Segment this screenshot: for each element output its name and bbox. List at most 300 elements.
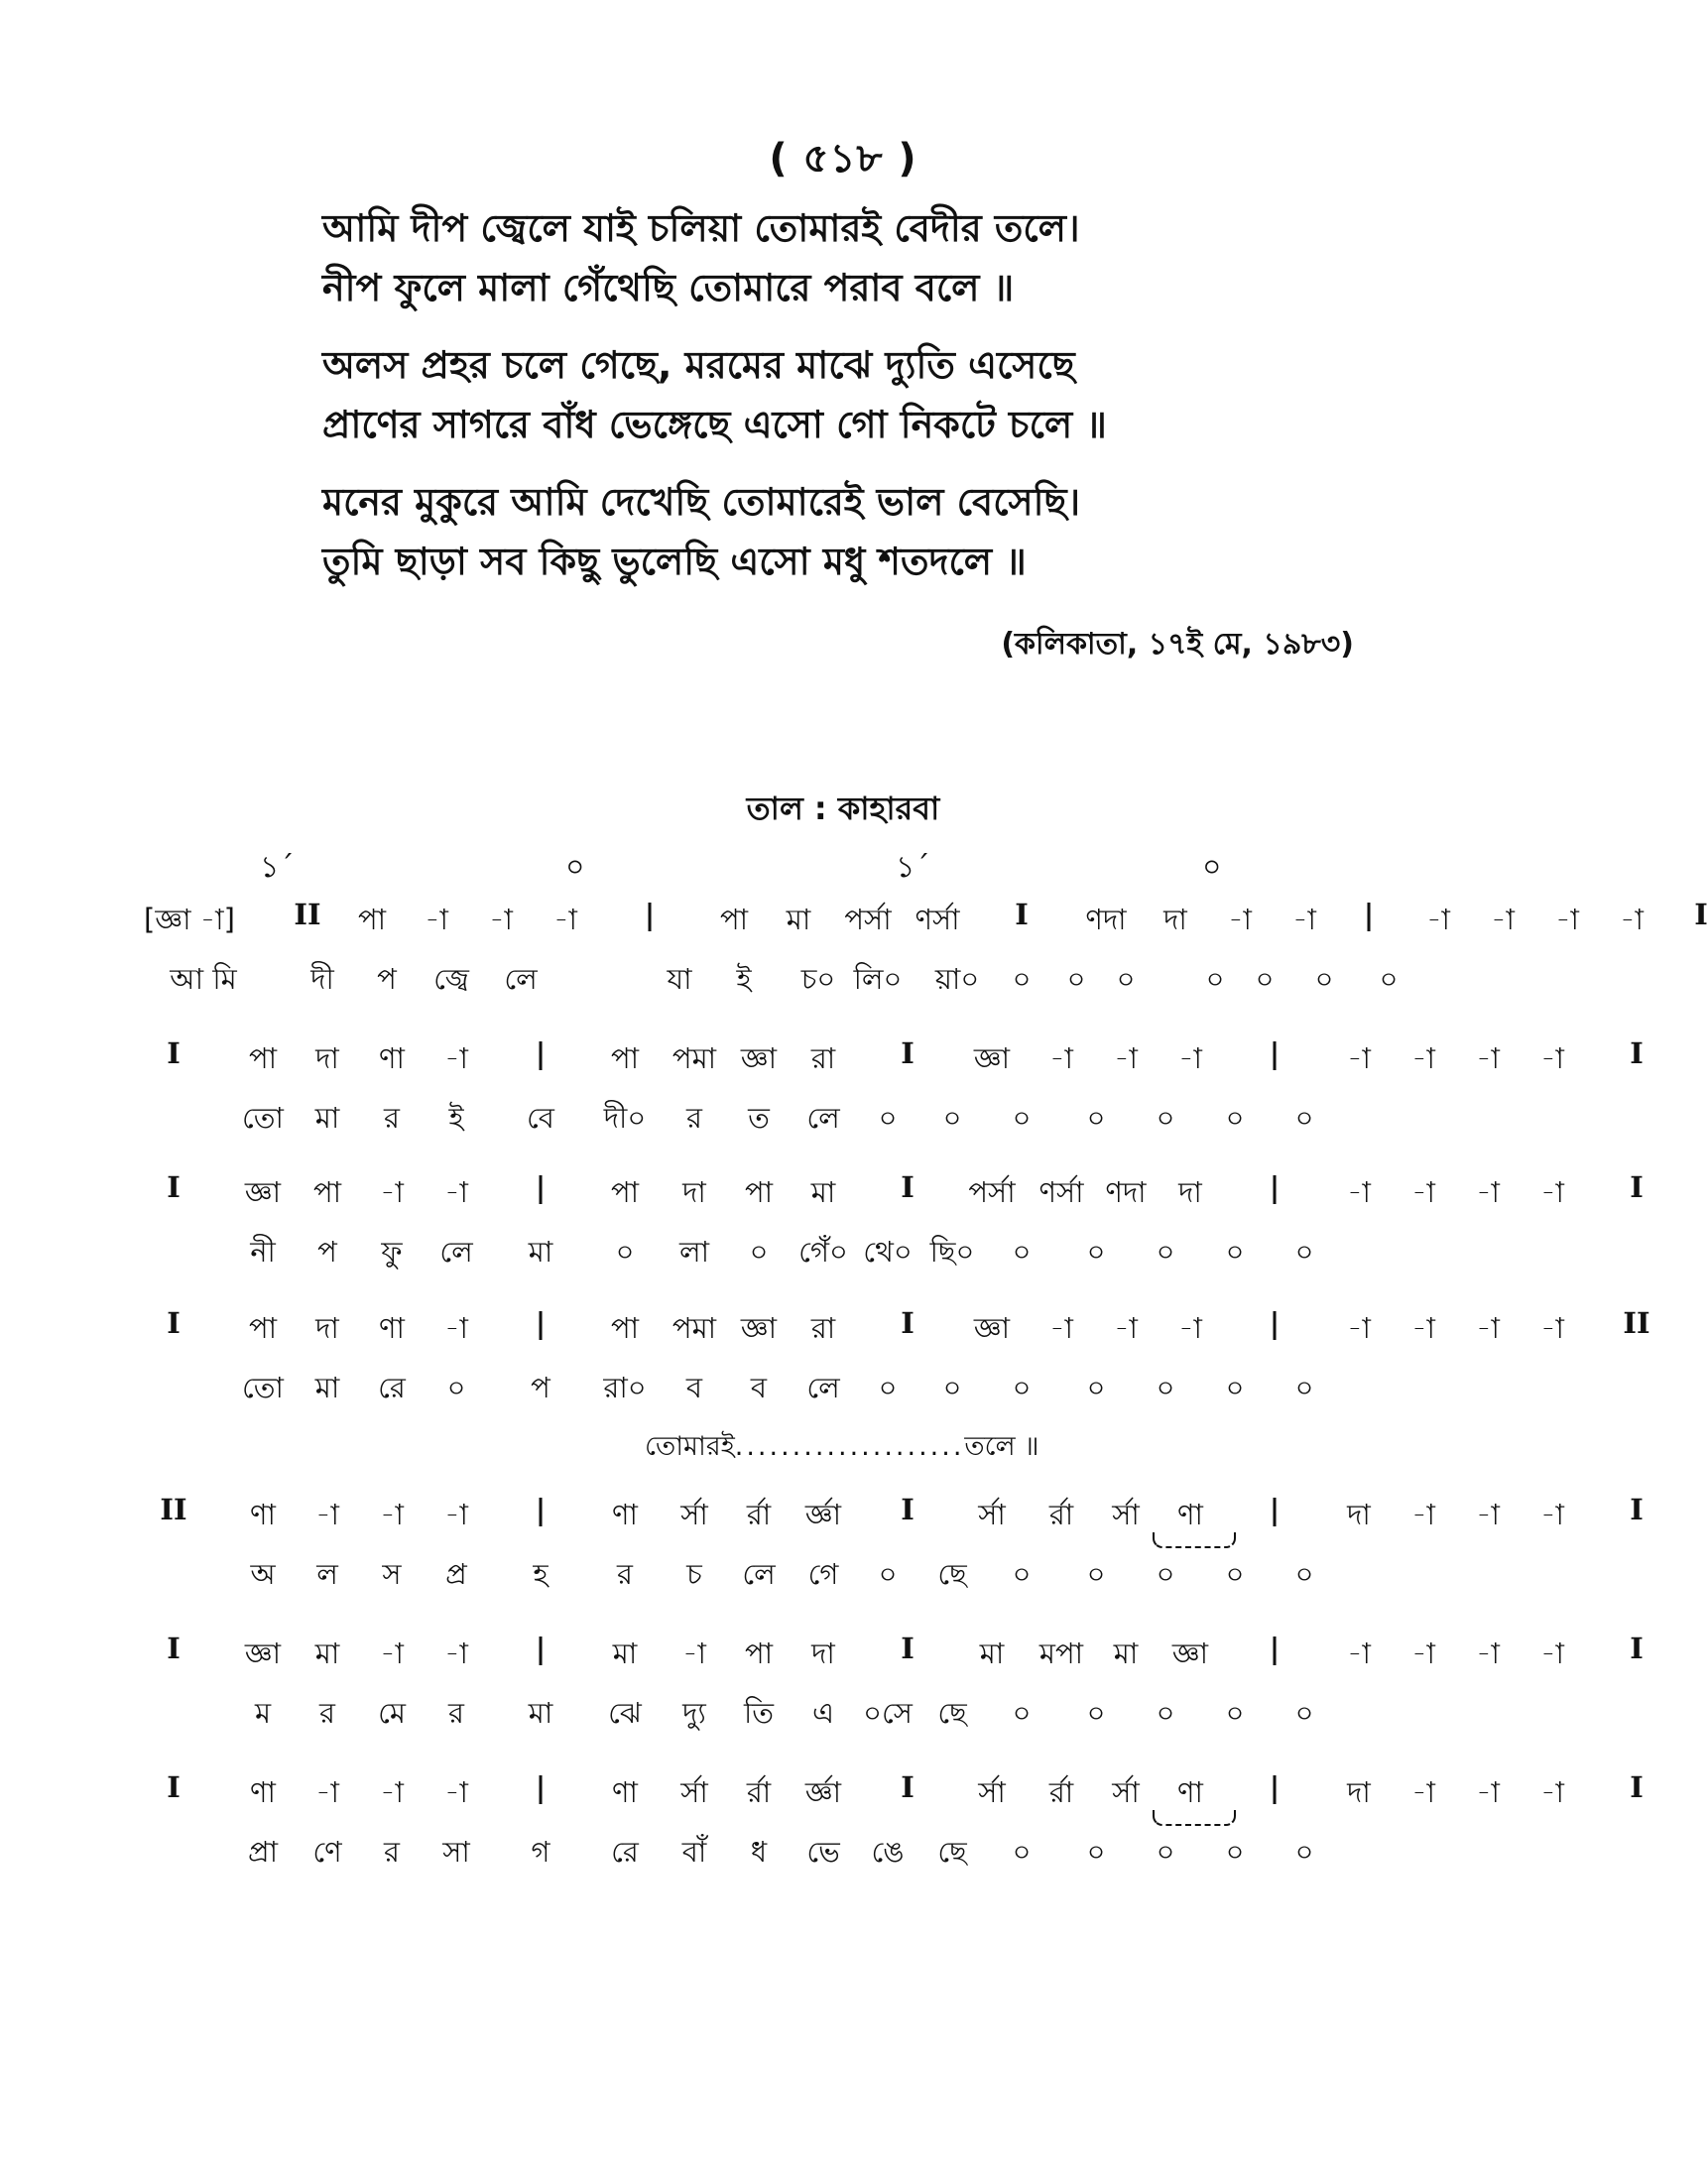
bani-syllable: ০ (1156, 1101, 1175, 1135)
bani-syllable: ঝে (608, 1696, 642, 1730)
bani-syllable: ০ (1156, 1557, 1175, 1591)
bani-syllable: থে০ (863, 1235, 913, 1269)
swara-note: মপা (1038, 1636, 1084, 1670)
bar-line: I (1630, 1493, 1644, 1526)
swara-note: -া (1347, 1175, 1371, 1209)
swara-note: -া (1540, 1311, 1564, 1345)
swara-note: পা (719, 903, 749, 936)
swara-note: পা (248, 1041, 278, 1075)
swara-note: -া (1347, 1041, 1371, 1075)
swara-note: ণদা (1105, 1175, 1147, 1209)
bani-syllable: রা০ (603, 1371, 647, 1404)
bani-syllable: ০ (1012, 1101, 1032, 1135)
notation-row (167, 1036, 1644, 1173)
swara-note: -া (682, 1636, 706, 1670)
bani-syllable: ০সে (863, 1696, 913, 1730)
notation-row (167, 1306, 1650, 1443)
swara-note: জ্ঞা (973, 1041, 1011, 1075)
swara-note: -া (1411, 1498, 1435, 1531)
bani-row (183, 1096, 1532, 1142)
notation-row (144, 898, 1708, 1034)
bani-syllable: ০ (1294, 1235, 1314, 1269)
bani-syllable: স (382, 1557, 402, 1591)
swara-note: -া (489, 903, 513, 936)
swara-note: জ্ঞা (1171, 1636, 1209, 1670)
swara-note: -া (1347, 1636, 1371, 1670)
swara-note: -া (380, 1775, 404, 1809)
swara-note: -া (1114, 1311, 1138, 1345)
bar-line: | (535, 1632, 547, 1665)
swara-note: -া (1347, 1311, 1371, 1345)
bar-line: I (901, 1170, 915, 1204)
swara-note: র্জ্ঞা (804, 1775, 842, 1809)
swara-note: -া (1411, 1311, 1435, 1345)
swara-note: -া (1228, 903, 1252, 936)
bani-syllable: ধ (750, 1835, 768, 1869)
bani-syllable: চ (686, 1557, 702, 1591)
swara-row (144, 898, 1708, 943)
swara-note: ণা (1177, 1498, 1203, 1531)
swara-note: মা (612, 1636, 638, 1670)
bani-syllable: ০ (1156, 1371, 1175, 1404)
stanza (322, 335, 1513, 454)
bani-syllable: লে (439, 1235, 473, 1269)
bar-line: II (294, 898, 321, 931)
meend-mark (1153, 1810, 1236, 1826)
bani-syllable: লে (742, 1557, 776, 1591)
bar-line: I (1630, 1632, 1644, 1665)
swara-note: -া (444, 1636, 468, 1670)
bar-line: | (535, 1493, 547, 1526)
swara-note: -া (444, 1041, 468, 1075)
bani-syllable: আ মি (170, 962, 237, 996)
swara-note: -া (380, 1175, 404, 1209)
swara-note: মা (786, 903, 811, 936)
swara-note: ণা (379, 1041, 405, 1075)
swara-note: মা (979, 1636, 1005, 1670)
bani-syllable: লে (806, 1371, 840, 1404)
lyric-line: তুমি ছাড়া সব কিছু ভুলেছি এসো মধু শতদলে ॥ (322, 540, 1027, 583)
bani-syllable: ০ (1294, 1557, 1314, 1591)
swara-note: -া (1491, 903, 1515, 936)
swara-note: র্সা (978, 1498, 1006, 1531)
bani-syllable: তি (743, 1696, 775, 1730)
bar-line: I (1630, 1770, 1644, 1804)
bani-syllable: ০ (1255, 962, 1275, 996)
lyric-line: অলস প্রহর চলে গেছে, মরমের মাঝে দ্যুতি এসেছে (322, 343, 1075, 387)
notation-row (167, 1170, 1644, 1307)
bani-syllable: র (384, 1101, 400, 1135)
swara-note: র্সা (1112, 1498, 1140, 1531)
bani-syllable: ০ (1012, 1835, 1032, 1869)
bani-syllable: ছি০ (929, 1235, 975, 1269)
swara-note: -া (1292, 903, 1316, 936)
swara-note: -া (1049, 1041, 1073, 1075)
bani-syllable: লা (678, 1235, 710, 1269)
bani-syllable: ০ (1086, 1101, 1106, 1135)
bani-syllable: তো (242, 1101, 284, 1135)
bani-syllable: ০ (1225, 1235, 1245, 1269)
swara-note: -া (315, 1775, 339, 1809)
bani-syllable: লে (504, 962, 538, 996)
bani-syllable: হ (533, 1557, 549, 1591)
bani-syllable: ০ (1066, 962, 1086, 996)
bani-syllable: র (686, 1101, 702, 1135)
bani-syllable: ০ (1314, 962, 1334, 996)
swara-note: -া (1540, 1175, 1564, 1209)
bar-line: I (901, 1306, 915, 1340)
swara-note: পা (312, 1175, 342, 1209)
bani-syllable: প্রা (247, 1835, 279, 1869)
bani-syllable: ছে (937, 1696, 967, 1730)
bani-syllable: ০ (1012, 1235, 1032, 1269)
bar-line: | (535, 1170, 547, 1204)
bani-syllable: সা (442, 1835, 470, 1869)
bani-syllable: ভে (806, 1835, 840, 1869)
swara-note: -া (1476, 1636, 1500, 1670)
swara-note: ণা (612, 1498, 638, 1531)
swara-note: -া (444, 1498, 468, 1531)
bar-line: | (1363, 898, 1375, 931)
swara-note: -া (1476, 1041, 1500, 1075)
tala-title: তাল : কাহারবা (746, 789, 940, 827)
bani-syllable: ০ (1012, 1557, 1032, 1591)
swara-note: দা (1163, 903, 1187, 936)
swara-note: -া (1476, 1498, 1500, 1531)
bani-syllable: ছে (937, 1557, 967, 1591)
bani-syllable: চ০ (800, 962, 836, 996)
swara-note: ণা (612, 1775, 638, 1809)
bani-syllable: প (531, 1371, 550, 1404)
bani-syllable: ০ (1225, 1101, 1245, 1135)
bani-syllable: ০ (1294, 1835, 1314, 1869)
bar-line: II (1623, 1306, 1650, 1340)
bani-row (183, 1552, 1532, 1598)
bani-syllable: এ (811, 1696, 835, 1730)
bani-row (183, 1691, 1532, 1737)
bani-syllable: ০ (1225, 1835, 1245, 1869)
bani-row (183, 1366, 1532, 1411)
bani-syllable: ০ (1156, 1835, 1175, 1869)
swara-note: -া (1540, 1775, 1564, 1809)
bar-line: | (1269, 1632, 1281, 1665)
swara-note: র্সা (1112, 1775, 1140, 1809)
bani-syllable: প্র (445, 1557, 467, 1591)
bani-syllable: ০ (1086, 1696, 1106, 1730)
bani-syllable: ০ (1156, 1696, 1175, 1730)
bani-syllable: ই (736, 962, 752, 996)
bani-syllable: ব (750, 1371, 768, 1404)
bani-syllable: ০ (749, 1235, 769, 1269)
swara-note: -া (315, 1498, 339, 1531)
bani-syllable: ব (685, 1371, 703, 1404)
date-line: (কলিকাতা, ১৭ই মে, ১৯৮৩) (1001, 627, 1354, 662)
bar-line: I (901, 1770, 915, 1804)
bani-syllable: মা (528, 1696, 553, 1730)
swara-note: -া (1540, 1636, 1564, 1670)
swara-note: -া (553, 903, 577, 936)
bani-syllable: ফু (381, 1235, 403, 1269)
bani-syllable: ম (254, 1696, 272, 1730)
swara-note: ণর্সা (915, 903, 960, 936)
bani-syllable: মা (314, 1371, 340, 1404)
swara-note: -া (1476, 1175, 1500, 1209)
bani-syllable: ০ (878, 1101, 898, 1135)
bani-syllable: ০ (942, 1101, 962, 1135)
swara-note: ণদা (1085, 903, 1127, 936)
swara-note: পা (744, 1636, 774, 1670)
swara-note: -া (444, 1775, 468, 1809)
bani-syllable: জ্বে (433, 962, 469, 996)
swara-note: -া (1476, 1775, 1500, 1809)
swara-note: -া (1540, 1498, 1564, 1531)
swara-note: র্সা (680, 1498, 708, 1531)
swara-note: দা (1347, 1775, 1371, 1809)
swara-note: দা (1178, 1175, 1202, 1209)
bani-syllable: ০ (1379, 962, 1399, 996)
bar-line: | (535, 1036, 547, 1070)
lyric-line: প্রাণের সাগরে বাঁধ ভেঙ্গেছে এসো গো নিকটে চলে ॥ (322, 403, 1107, 446)
bani-syllable: ০ (1086, 1371, 1106, 1404)
bani-syllable: গেঁ০ (798, 1235, 848, 1269)
swara-note: -া (380, 1636, 404, 1670)
swara-note: র্জ্ঞা (804, 1498, 842, 1531)
bani-syllable: ০ (1086, 1557, 1106, 1591)
refrain-start: তোমারই (645, 1431, 735, 1462)
swara-note: পা (248, 1311, 278, 1345)
refrain-line (645, 1426, 1039, 1471)
bani-syllable: র (448, 1696, 464, 1730)
swara-row (167, 1036, 1644, 1082)
bani-syllable: ০ (1086, 1235, 1106, 1269)
swara-note: র্রা (746, 1498, 772, 1531)
swara-note: জ্ঞা (973, 1311, 1011, 1345)
swara-note: -া (1411, 1175, 1435, 1209)
bani-syllable: র (617, 1557, 633, 1591)
beat-mark: ১´ (896, 850, 930, 885)
swara-note: দা (1347, 1498, 1371, 1531)
swara-note: ণা (250, 1775, 276, 1809)
notation-row (167, 1770, 1644, 1907)
swara-row (167, 1306, 1650, 1352)
bar-line: I (901, 1632, 915, 1665)
swara-note: জ্ঞা (244, 1636, 282, 1670)
beat-mark: ০ (1202, 850, 1222, 885)
bani-syllable: ঙে (871, 1835, 905, 1869)
swara-note: -া (1411, 1775, 1435, 1809)
bani-syllable: নী (250, 1235, 276, 1269)
swara-note: -া (1540, 1041, 1564, 1075)
bani-syllable: র (384, 1835, 400, 1869)
swara-note: -া (1555, 903, 1579, 936)
bani-syllable: য়া০ (934, 962, 980, 996)
bani-syllable: ০ (942, 1371, 962, 1404)
swara-note: -া (425, 903, 448, 936)
swara-note: পা (610, 1311, 640, 1345)
stanza (322, 198, 1513, 317)
bani-syllable: ০ (878, 1557, 898, 1591)
swara-note: পা (357, 903, 387, 936)
bani-syllable: ০ (1012, 962, 1032, 996)
swara-row (167, 1632, 1644, 1677)
meend-mark (1153, 1532, 1236, 1548)
bani-syllable: ণে (312, 1835, 342, 1869)
bani-syllable: ল (316, 1557, 338, 1591)
lyrics (322, 198, 1513, 609)
lyric-line: আমি দীপ জ্বেলে যাই চলিয়া তোমারই বেদীর তলে। (322, 206, 1080, 250)
lyric-line: নীপ ফুলে মালা গেঁথেছি তোমারে পরাব বলে ॥ (322, 266, 1015, 309)
bani-syllable: দী০ (603, 1101, 647, 1135)
bani-syllable: ছে (937, 1835, 967, 1869)
swara-note: -া (444, 1311, 468, 1345)
bar-line: I (167, 1306, 181, 1340)
bani-syllable: মে (378, 1696, 406, 1730)
bani-syllable: বে (527, 1101, 554, 1135)
bar-line: I (167, 1770, 181, 1804)
bani-syllable: দ্যু (682, 1696, 706, 1730)
bani-syllable: বাঁ (681, 1835, 707, 1869)
notation-row (160, 1493, 1644, 1630)
bani-syllable: ০ (1012, 1371, 1032, 1404)
swara-note: -া (1411, 1041, 1435, 1075)
bar-line: | (535, 1306, 547, 1340)
bar-line: II (160, 1493, 187, 1526)
swara-note: দা (315, 1311, 339, 1345)
swara-note: পা (610, 1175, 640, 1209)
swara-note: ণা (1177, 1775, 1203, 1809)
bar-line: | (1269, 1170, 1281, 1204)
swara-note: রা (810, 1041, 836, 1075)
bani-syllable: ০ (1294, 1371, 1314, 1404)
bar-line: I (901, 1493, 915, 1526)
bani-syllable: মা (528, 1235, 553, 1269)
bar-line: | (1269, 1306, 1281, 1340)
swara-note: দা (811, 1636, 835, 1670)
bani-syllable: ০ (1205, 962, 1225, 996)
swara-note: মা (810, 1175, 836, 1209)
bani-syllable: ০ (615, 1235, 635, 1269)
beat-mark: ১´ (260, 850, 295, 885)
swara-note: র্রা (1048, 1498, 1074, 1531)
bani-syllable: র (319, 1696, 335, 1730)
swara-note: জ্ঞা (740, 1311, 778, 1345)
swara-note: পর্সা (844, 903, 892, 936)
bani-syllable: রে (611, 1835, 639, 1869)
bani-syllable: লি০ (853, 962, 903, 996)
swara-note: -া (1476, 1311, 1500, 1345)
bar-line: I (167, 1170, 181, 1204)
beat-marks (0, 843, 1686, 893)
bani-syllable: ০ (1012, 1696, 1032, 1730)
bani-syllable: ০ (1086, 1835, 1106, 1869)
bani-row (170, 957, 1532, 1003)
bani-syllable: যা (667, 962, 692, 996)
beat-mark: ০ (565, 850, 585, 885)
bar-line: I (1015, 898, 1029, 931)
swara-note: পমা (671, 1311, 717, 1345)
bar-line: | (535, 1770, 547, 1804)
bar-line: I (1630, 1036, 1644, 1070)
bar-line: I (1630, 1170, 1644, 1204)
refrain-dots: .................... (734, 1431, 965, 1462)
bani-syllable: ০ (878, 1371, 898, 1404)
swara-note: -া (1620, 903, 1644, 936)
swara-note: জ্ঞা (244, 1175, 282, 1209)
swara-note: পা (744, 1175, 774, 1209)
bani-syllable: মা (314, 1101, 340, 1135)
swara-note: জ্ঞা (740, 1041, 778, 1075)
swara-note: -া (1426, 903, 1450, 936)
bar-line: | (1269, 1493, 1281, 1526)
swara-note: পমা (671, 1041, 717, 1075)
swara-note: মা (314, 1636, 340, 1670)
bani-syllable: রে (378, 1371, 406, 1404)
swara-note: -া (1178, 1311, 1202, 1345)
swara-note: পা (610, 1041, 640, 1075)
bani-syllable: ০ (1156, 1235, 1175, 1269)
swara-note: ণা (250, 1498, 276, 1531)
swara-note: -া (1114, 1041, 1138, 1075)
swara-row (167, 1770, 1644, 1816)
bani-syllable: ০ (1116, 962, 1136, 996)
bani-syllable: প (377, 962, 397, 996)
bar-line: | (644, 898, 656, 931)
bani-syllable: অ (250, 1557, 276, 1591)
swara-note: র্রা (746, 1775, 772, 1809)
bar-line: I (167, 1632, 181, 1665)
bar-line: I (901, 1036, 915, 1070)
bani-row (183, 1830, 1532, 1876)
bani-syllable: গে (807, 1557, 839, 1591)
bani-syllable: ত (748, 1101, 770, 1135)
bani-syllable: ই (448, 1101, 464, 1135)
bar-line: | (1269, 1036, 1281, 1070)
swara-note: -া (1049, 1311, 1073, 1345)
bar-line: | (1269, 1770, 1281, 1804)
swara-note: -া (380, 1498, 404, 1531)
stanza (322, 472, 1513, 591)
swara-note: র্সা (680, 1775, 708, 1809)
swara-note: পর্সা (968, 1175, 1016, 1209)
bani-syllable: দী (310, 962, 334, 996)
bani-row (183, 1230, 1532, 1275)
bani-syllable: তো (242, 1371, 284, 1404)
swara-note: -া (1178, 1041, 1202, 1075)
bar-line: I (167, 1036, 181, 1070)
notation-row (167, 1632, 1644, 1768)
page-number: ( ৫১৮ ) (769, 136, 917, 182)
bani-syllable: ০ (1225, 1371, 1245, 1404)
swara-row (167, 1170, 1644, 1216)
bani-syllable: ০ (1225, 1696, 1245, 1730)
swara-note: ণর্সা (1038, 1175, 1084, 1209)
swara-note: র্সা (978, 1775, 1006, 1809)
bani-syllable: ০ (446, 1371, 466, 1404)
swara-note: [জ্ঞা -া] (144, 903, 235, 936)
swara-row (160, 1493, 1644, 1538)
lyric-line: মনের মুকুরে আমি দেখেছি তোমারেই ভাল বেসেছি। (322, 480, 1081, 524)
swara-note: -া (1411, 1636, 1435, 1670)
bani-syllable: প (317, 1235, 337, 1269)
bani-syllable: গ (531, 1835, 550, 1869)
bani-syllable: লে (806, 1101, 840, 1135)
refrain-end: তলে ॥ (964, 1431, 1039, 1462)
swara-note: র্রা (1048, 1775, 1074, 1809)
bar-line: I (1694, 898, 1708, 931)
swara-note: দা (315, 1041, 339, 1075)
bani-syllable: ০ (1225, 1557, 1245, 1591)
bani-syllable: ০ (1294, 1696, 1314, 1730)
